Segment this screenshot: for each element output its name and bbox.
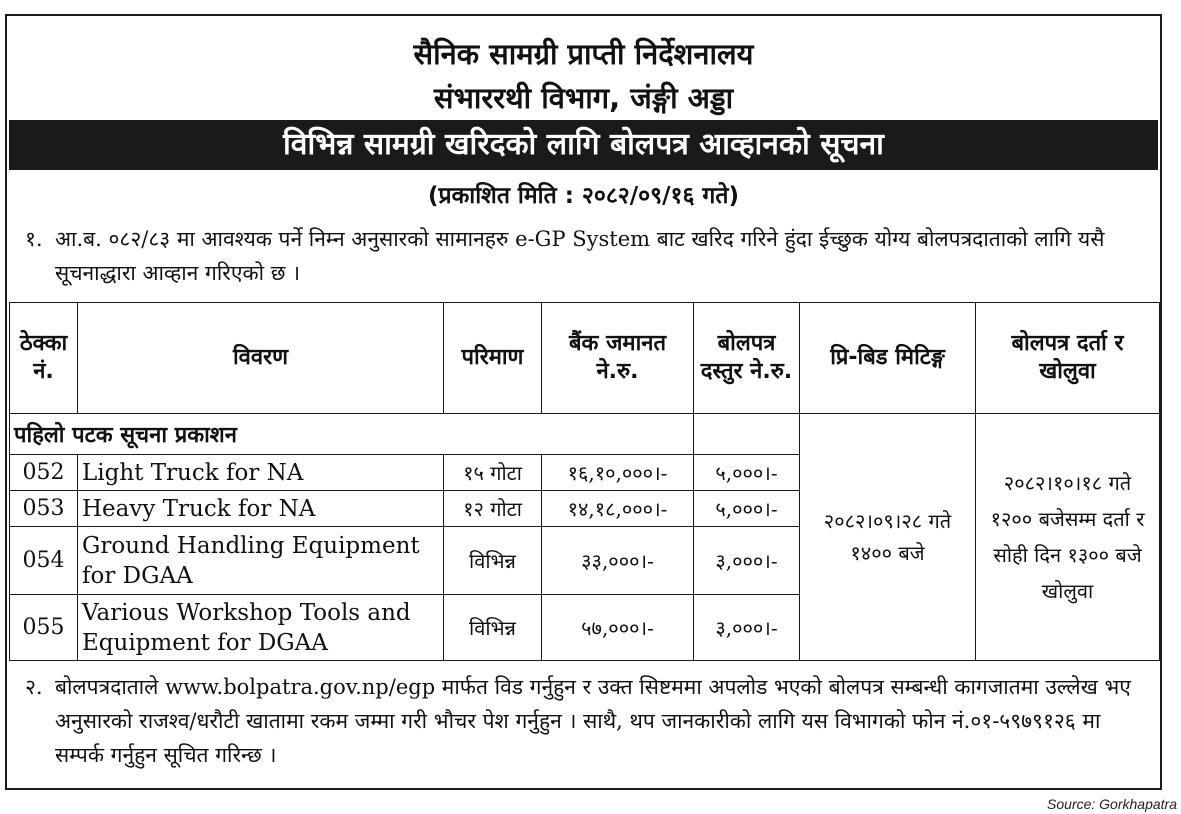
row-no: 052 — [10, 455, 78, 491]
row-bank: ५७,०००।- — [542, 595, 694, 661]
prebid-cell: २०८२।०९।२८ गते १४०० बजे — [800, 414, 976, 661]
org-title: सैनिक सामग्री प्राप्ती निर्देशनालय — [413, 37, 754, 71]
row-desc: Light Truck for NA — [78, 455, 444, 491]
row-no: 054 — [10, 527, 78, 595]
row-desc: Ground Handling Equipment for DGAA — [78, 527, 444, 595]
tender-table — [9, 302, 1160, 661]
dept-title: संभाररथी विभाग, जंङ्गी अड्डा — [433, 81, 734, 115]
row-fee: ३,०००।- — [694, 527, 800, 595]
row-desc: Various Workshop Tools and Equipment for DGAA — [78, 595, 444, 661]
section-label: पहिलो पटक सूचना प्रकाशन — [10, 414, 694, 455]
row-bank: ३३,०००।- — [542, 527, 694, 595]
header-fee: बोलपत्र दस्तुर ने.रु. — [694, 303, 800, 414]
header-bank: बैंक जमानत ने.रु. — [542, 303, 694, 414]
section-row — [10, 414, 1160, 455]
section-empty-cell — [694, 414, 800, 455]
header-registration: बोलपत्र दर्ता र खोलुवा — [976, 303, 1160, 414]
row-no: 055 — [10, 595, 78, 661]
row-fee: ३,०००।- — [694, 595, 800, 661]
header-prebid: प्रि-बिड मिटिङ्ग — [800, 303, 976, 414]
row-qty: १२ गोटा — [444, 491, 542, 527]
paragraph-2-number: २. — [25, 675, 43, 699]
registration-cell: २०८२।१०।१८ गते १२०० बजेसम्म दर्ता र सोही दिन १३०० बजे खोलुवा — [976, 414, 1160, 661]
row-qty: विभिन्न — [444, 595, 542, 661]
row-bank: १४,१८,०००।- — [542, 491, 694, 527]
table-header-row — [10, 303, 1160, 414]
notice-frame — [5, 14, 1162, 790]
header-no: ठेक्का नं. — [10, 303, 78, 414]
notice-banner: विभिन्न सामग्री खरिदको लागि बोलपत्र आव्हानको सूचना — [9, 120, 1158, 170]
paragraph-2-text: बोलपत्रदाताले www.bolpatra.gov.np/egp मार्फत विड गर्नुहुन र उक्त सिष्टममा अपलोड भएको बोलपत्र सम्बन्धी कागजातमा उल्लेख भए अनुसारको राजश्व/धरौटी खातामा रकम जम्मा गरी भौचर पेश गर्नुहुन । साथै, थप जानकारीको लागि यस विभागको फोन नं.०१-५९७९१२६ मा सम्पर्क गर्नुहुन सूचित गरिन्छ । — [55, 675, 1131, 767]
row-bank: १६,१०,०००।- — [542, 455, 694, 491]
header-qty: परिमाण — [444, 303, 542, 414]
row-qty: १५ गोटा — [444, 455, 542, 491]
header-desc: विवरण — [78, 303, 444, 414]
paragraph-1-text: आ.ब. ०८२/८३ मा आवश्यक पर्ने निम्न अनुसारको सामानहरु e-GP System बाट खरिद गरिने हुंदा ईच्छुक योग्य बोलपत्रदाताको लागि यसै सूचनाद्धारा आव्हान गरिएको छ । — [55, 227, 1105, 285]
paragraph-1-number: १. — [25, 227, 43, 251]
publication-date: (प्रकाशित मिति : २०८२/०९/१६ गते) — [428, 183, 739, 209]
row-desc: Heavy Truck for NA — [78, 491, 444, 527]
source-credit: Source: Gorkhapatra — [1047, 796, 1177, 812]
row-fee: ५,०००।- — [694, 491, 800, 527]
row-no: 053 — [10, 491, 78, 527]
row-qty: विभिन्न — [444, 527, 542, 595]
row-fee: ५,०००।- — [694, 455, 800, 491]
paragraph-2 — [25, 670, 1146, 772]
paragraph-1 — [25, 222, 1146, 290]
